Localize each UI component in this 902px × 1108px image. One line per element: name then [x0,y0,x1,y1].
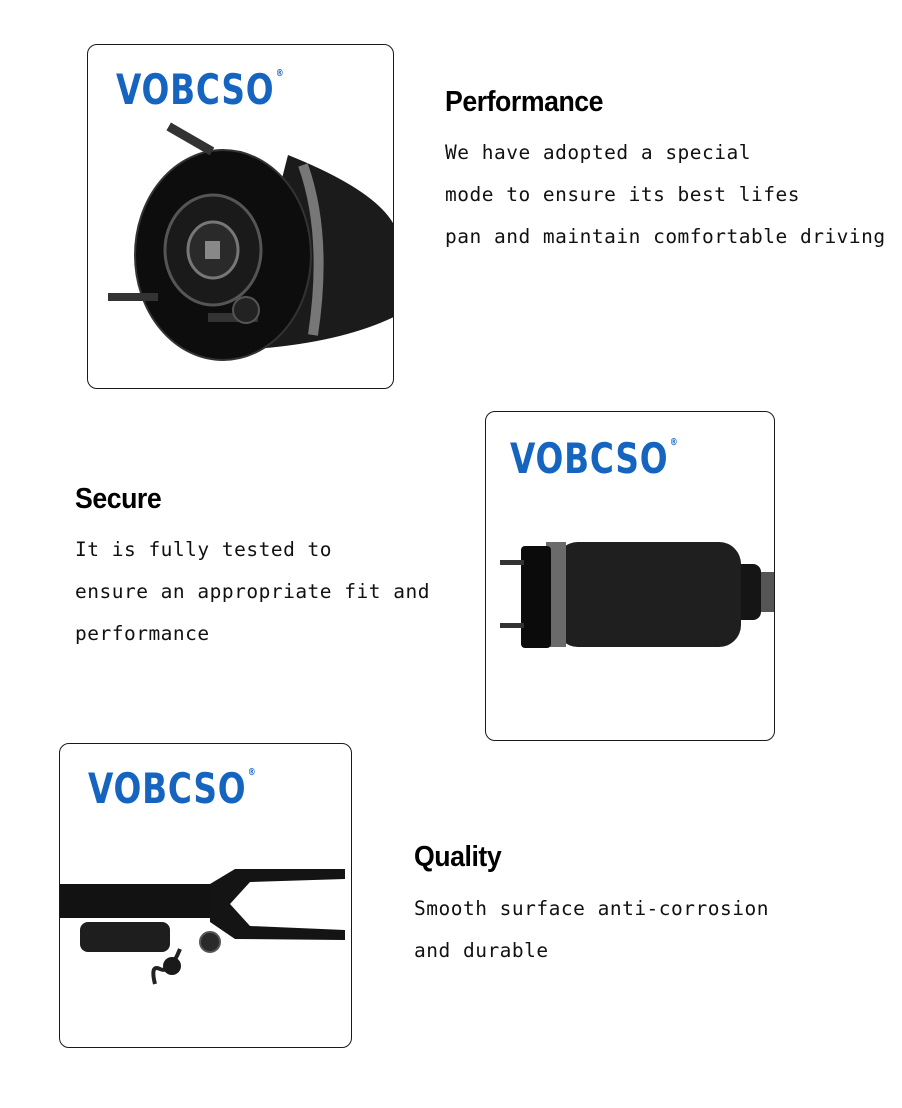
performance-line-3: pan and maintain comfortable driving [445,225,886,248]
secure-line-2: ensure an appropriate fit and [75,580,430,603]
performance-line-2: mode to ensure its best lifes [445,183,800,206]
performance-line-1: We have adopted a special [445,141,751,164]
brand-name: VOBCSO [88,764,247,813]
brand-mark: ® [275,68,285,79]
secure-line-1: It is fully tested to [75,538,333,561]
secure-line-3: performance [75,622,210,645]
brand-mark: ® [669,437,679,448]
quality-line-2: and durable [414,939,549,962]
section-title-performance: Performance [445,86,604,118]
air-spring-top-mount-image [88,45,393,388]
section-title-secure: Secure [75,483,162,515]
product-card-air-spring [485,411,775,741]
section-title-quality: Quality [414,841,502,873]
brand-mark: ® [247,767,257,778]
brand-name: VOBCSO [116,65,275,114]
product-card-top-mount [87,44,394,389]
strut-fork-image [60,744,351,1047]
product-card-strut [59,743,352,1048]
quality-line-1: Smooth surface anti-corrosion [414,897,769,920]
air-spring-side-image [486,412,774,740]
brand-name: VOBCSO [510,434,669,483]
